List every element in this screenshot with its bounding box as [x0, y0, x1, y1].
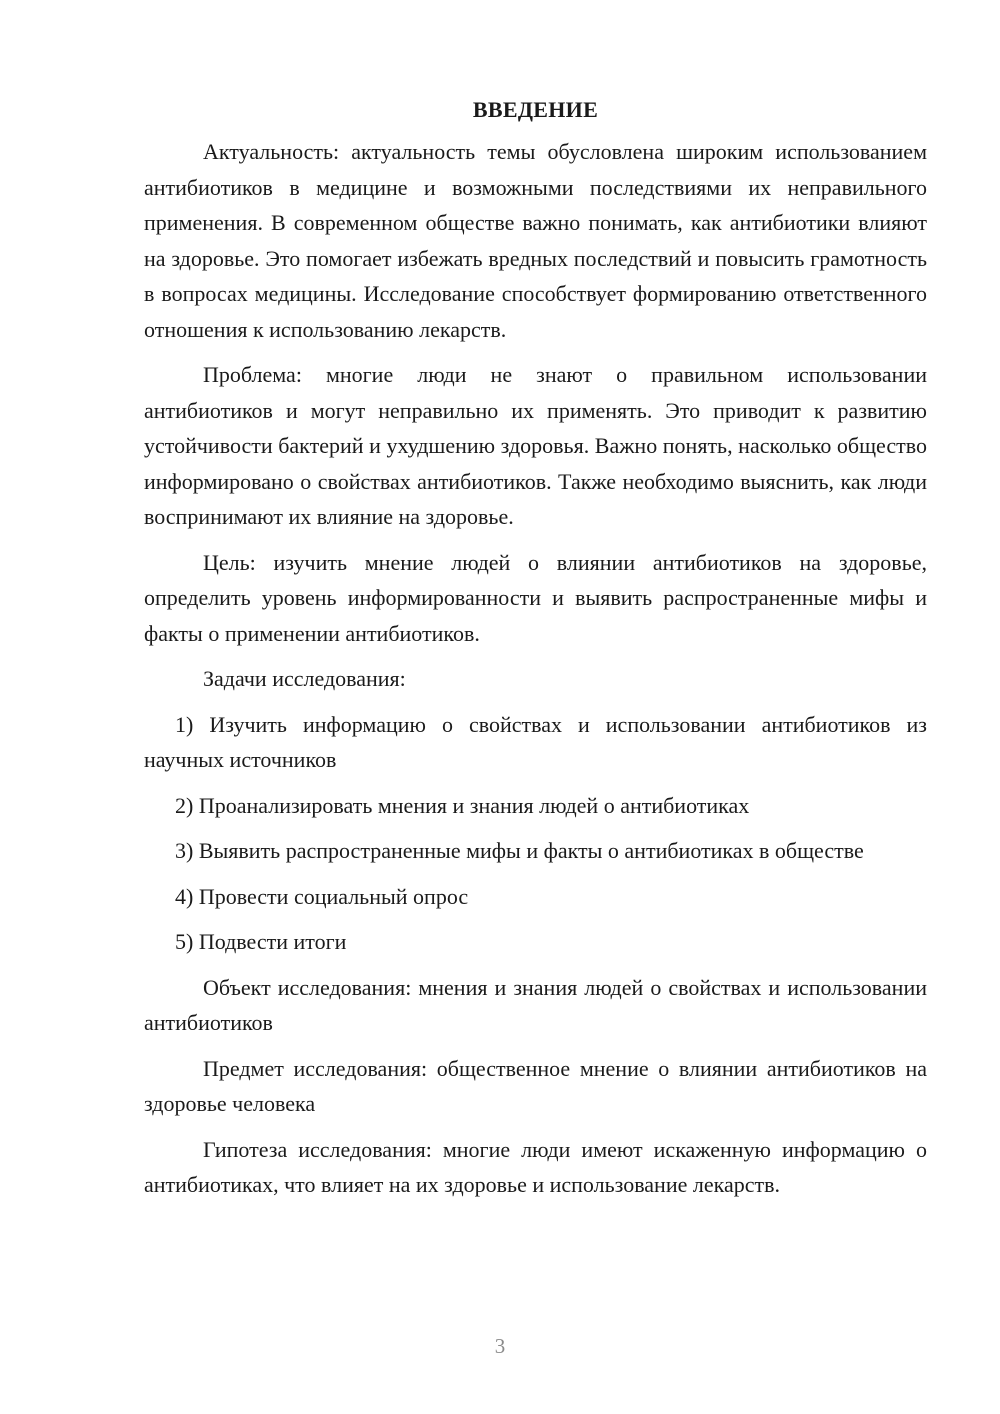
page-number: 3 [494, 1334, 506, 1358]
paragraph-object: Объект исследования: мнения и знания людей о свойствах и использовании антибиотиков [144, 974, 927, 1035]
paragraph-hypothesis: Гипотеза исследования: многие люди имеют искаженную информацию о антибиотиках, что влияет на их здоровье и использование лекарств. [144, 1136, 927, 1197]
task-item-4: 4) Провести социальный опрос [175, 883, 469, 909]
paragraph-goal: Цель: изучить мнение людей о влиянии антибиотиков на здоровье, определить уровень информированности и выявить распространенные мифы и факты о применении антибиотиков. [144, 549, 927, 646]
paragraph-relevance: Актуальность: актуальность темы обусловлена широким использованием антибиотиков в медицине и возможными последствиями их неправильного применения. В современном обществе важно понимать, как антибиотики влияют на здоровье. Это помогает избежать вредных последствий и повысить грамотность в вопросах медицины. Исследование способствует формированию ответственного отношения к использованию лекарств. [144, 139, 927, 342]
task-item-2: 2) Проанализировать мнения и знания людей о антибиотиках [175, 792, 750, 818]
section-heading: ВВЕДЕНИЕ [472, 97, 599, 122]
task-item-5: 5) Подвести итоги [175, 929, 347, 954]
tasks-title: Задачи исследования: [203, 666, 406, 691]
task-item-1: 1) Изучить информацию о свойствах и использовании антибиотиков из научных источников [144, 711, 927, 772]
paragraph-problem: Проблема: многие люди не знают о правильном использовании антибиотиков и могут неправильно их применять. Это приводит к развитию устойчивости бактерий и ухудшению здоровья. Важно понять, насколько общество информировано о свойствах антибиотиков. Также необходимо выяснить, как люди воспринимают их влияние на здоровье. [144, 362, 927, 529]
document-page [144, 92, 927, 1203]
task-item-3: 3) Выявить распространенные мифы и факты о антибиотиках в обществе [175, 838, 864, 863]
paragraph-subject: Предмет исследования: общественное мнение о влиянии антибиотиков на здоровье человека [144, 1055, 927, 1116]
